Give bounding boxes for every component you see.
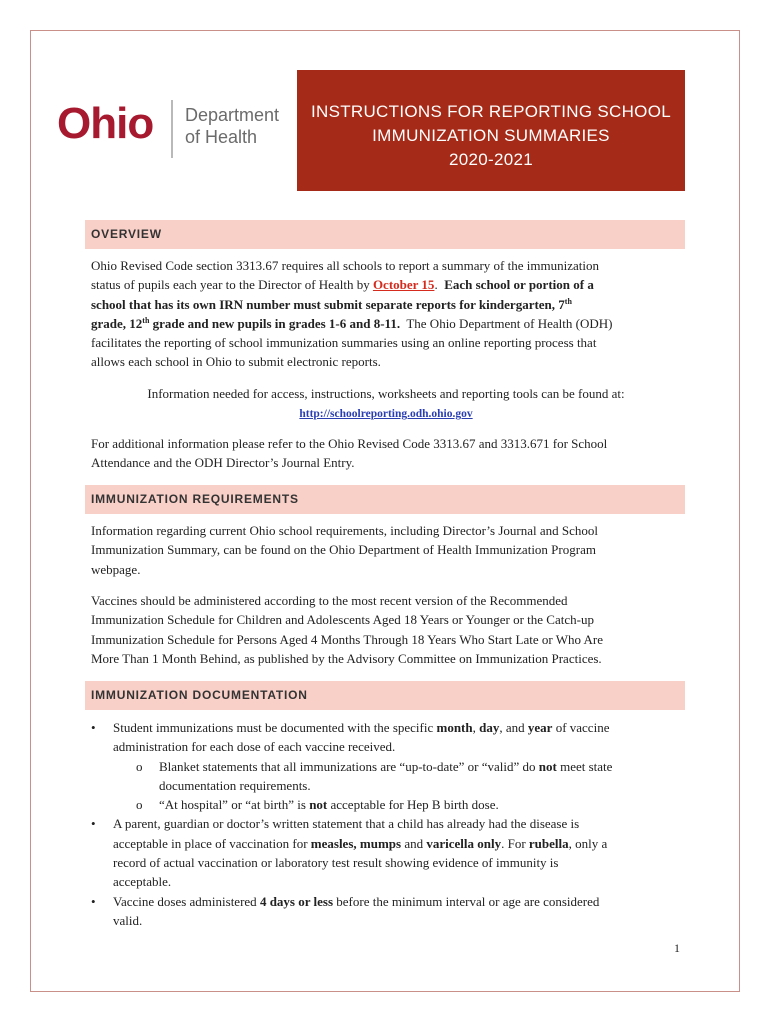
text-line: documentation requirements. <box>159 777 311 793</box>
requirements-line: Information regarding current Ohio school requirements, including Director’s Journal and School <box>91 523 598 538</box>
requirements-line: More Than 1 Month Behind, as published by the Advisory Committee on Immunization Practices. <box>91 650 602 666</box>
text-run: Blanket statements that all immunizations are “up-to-date” or “valid” do <box>159 758 539 774</box>
overview-line <box>91 295 681 314</box>
page-number: 1 <box>674 941 680 955</box>
text-run: before the minimum interval or age are considered <box>333 893 600 909</box>
text-run: status of pupils each year to the Director of Health by <box>91 277 373 293</box>
bold-run: Each school or portion of a <box>444 277 594 293</box>
text-run: , <box>472 720 480 735</box>
overview-line: facilitates the reporting of school immunization summaries using an online reporting process that <box>91 335 597 351</box>
text-line: record of actual vaccination or laboratory test result showing evidence of immunity is <box>113 855 559 871</box>
list-item <box>91 814 691 891</box>
text-line: administration for each dose of each vaccine received. <box>113 739 396 755</box>
bold-run: grade, 12 <box>91 315 143 331</box>
title-line1: INSTRUCTIONS FOR REPORTING SCHOOL <box>310 102 671 121</box>
text-run: , and <box>499 720 528 735</box>
school-reporting-link[interactable]: http://schoolreporting.odh.ohio.gov <box>299 408 473 421</box>
logo-department-text <box>185 104 279 148</box>
bold-run: measles, mumps <box>310 835 402 851</box>
title-line3: 2020-2021 <box>449 150 533 169</box>
requirements-line: webpage. <box>91 561 141 577</box>
additional-line: For additional information please refer to the Ohio Revised Code 3313.67 and 3313.671 for School <box>91 436 608 451</box>
logo-divider <box>171 100 173 158</box>
text-run: The Ohio Department of Health (ODH) <box>400 315 613 331</box>
sub-list-item <box>91 795 691 814</box>
documentation-list <box>91 718 691 930</box>
logo-ohio-wordmark: Ohio <box>57 99 154 148</box>
bullet-glyph: • <box>91 816 96 832</box>
section-heading-requirements: IMMUNIZATION REQUIREMENTS <box>85 485 685 514</box>
text-run: , only a <box>568 835 608 851</box>
list-item <box>91 892 691 931</box>
requirements-line: Immunization Summary, can be found on the Ohio Department of Health Immunization Program <box>91 542 596 558</box>
text-run: acceptable in place of vaccination for <box>113 835 311 851</box>
text-run: and <box>401 835 427 851</box>
bold-run: day <box>479 720 500 735</box>
ohio-dept-health-logo <box>57 98 287 160</box>
document-title-box <box>297 70 685 191</box>
sub-list-item <box>91 757 691 796</box>
text-run: Student immunizations must be documented with the specific <box>113 720 437 735</box>
text-line: A parent, guardian or doctor’s written statement that a child has already had the disease is <box>113 816 580 832</box>
bold-run: varicella only <box>426 835 502 851</box>
requirements-line: Immunization Schedule for Persons Aged 4 Months Through 18 Years Who Start Late or Who Are <box>91 631 603 647</box>
bold-run: rubella <box>528 835 569 851</box>
additional-info-paragraph <box>91 434 681 473</box>
text-run: Vaccine doses administered <box>113 893 260 909</box>
info-paragraph <box>91 384 681 425</box>
text-run: “At hospital” or “at birth” is <box>159 797 310 813</box>
requirements-paragraph-1 <box>91 521 681 579</box>
list-item <box>91 718 691 757</box>
section-heading-documentation: IMMUNIZATION DOCUMENTATION <box>85 681 685 710</box>
bold-run: not <box>309 797 328 813</box>
bold-run: not <box>538 758 557 774</box>
logo-dept-line1: Department <box>185 105 280 125</box>
overview-line: Ohio Revised Code section 3313.67 requires all schools to report a summary of the immunization <box>91 258 599 273</box>
overview-line <box>91 275 681 294</box>
bold-run: grade and new pupils in grades 1-6 and 8-11. <box>149 315 401 331</box>
overview-paragraph <box>91 256 681 372</box>
sub-bullet-glyph: o <box>136 797 143 813</box>
additional-line: Attendance and the ODH Director’s Journal Entry. <box>91 455 355 471</box>
text-run: acceptable for Hep B birth dose. <box>327 797 499 813</box>
bold-run: month <box>436 720 473 735</box>
requirements-line: Immunization Schedule for Children and Adolescents Aged 18 Years or Younger or the Catch-up <box>91 612 594 628</box>
logo-dept-line2: of Health <box>185 127 258 147</box>
sub-bullet-glyph: o <box>136 758 143 774</box>
bold-run: 4 days or less <box>259 893 334 909</box>
overview-line: allows each school in Ohio to submit electronic reports. <box>91 354 381 370</box>
text-run: meet state <box>556 758 613 774</box>
superscript: th <box>142 315 150 325</box>
deadline-link[interactable]: October 15 <box>372 277 435 293</box>
section-heading-overview: OVERVIEW <box>85 220 685 249</box>
title-line2: IMMUNIZATION SUMMARIES <box>372 126 610 145</box>
bold-run: school that has its own IRN number must submit separate reports for kindergarten, 7 <box>91 296 565 312</box>
text-run: . <box>434 277 445 293</box>
text-run: of vaccine <box>552 720 610 735</box>
bullet-glyph: • <box>91 893 96 909</box>
text-run: . For <box>501 835 529 851</box>
text-line: acceptable. <box>113 874 172 890</box>
bold-run: year <box>527 720 553 735</box>
bullet-glyph: • <box>91 720 96 735</box>
text-line: valid. <box>113 912 143 928</box>
requirements-paragraph-2 <box>91 591 681 668</box>
overview-line <box>91 314 681 333</box>
superscript: th <box>564 296 572 306</box>
requirements-line: Vaccines should be administered according to the most recent version of the Recommended <box>91 593 568 608</box>
info-line: Information needed for access, instructions, worksheets and reporting tools can be found at: <box>147 386 625 401</box>
